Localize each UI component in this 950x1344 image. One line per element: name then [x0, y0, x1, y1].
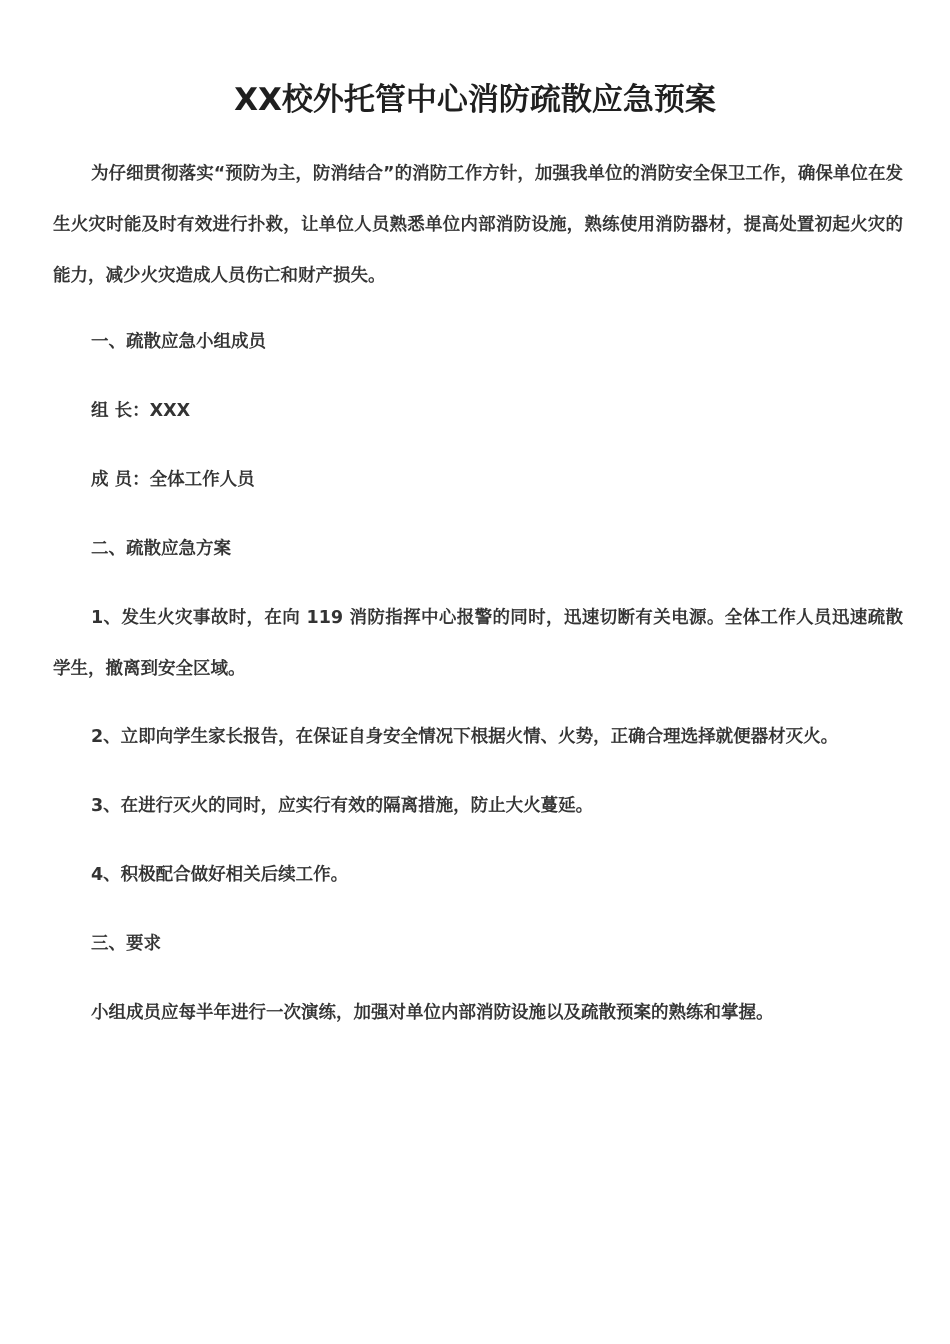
- section-heading-plan: 二、疏散应急方案: [91, 539, 231, 559]
- section-heading-team: 一、疏散应急小组成员: [91, 332, 266, 352]
- document-title: XX校外托管中心消防疏散应急预案: [234, 82, 716, 118]
- intro-paragraph: 为仔细贯彻落实“预防为主，防消结合”的消防工作方针，加强我单位的消防安全保卫工作，确保单位在发生火灾时能及时有效进行扑救，让单位人员熟悉单位内部消防设施，熟练使用消防器材，提高处置初起火灾的能力，减少火灾造成人员伤亡和财产损失。: [53, 164, 903, 286]
- plan-step-1: 1、发生火灾事故时，在向 119 消防指挥中心报警的同时，迅速切断有关电源。全体工作人员迅速疏散学生，撤离到安全区域。: [53, 608, 903, 679]
- plan-step-4: 4、积极配合做好相关后续工作。: [91, 865, 349, 885]
- team-members-line: 成 员：全体工作人员: [91, 470, 255, 490]
- team-leader-line: 组 长：XXX: [91, 401, 191, 421]
- requirement-paragraph: 小组成员应每半年进行一次演练，加强对单位内部消防设施以及疏散预案的熟练和掌握。: [91, 1003, 774, 1023]
- section-heading-requirements: 三、要求: [91, 934, 161, 954]
- plan-step-3: 3、在进行灭火的同时，应实行有效的隔离措施，防止大火蔓延。: [91, 796, 594, 816]
- plan-step-2: 2、立即向学生家长报告，在保证自身安全情况下根据火情、火势，正确合理选择就便器材灭火。: [91, 727, 839, 747]
